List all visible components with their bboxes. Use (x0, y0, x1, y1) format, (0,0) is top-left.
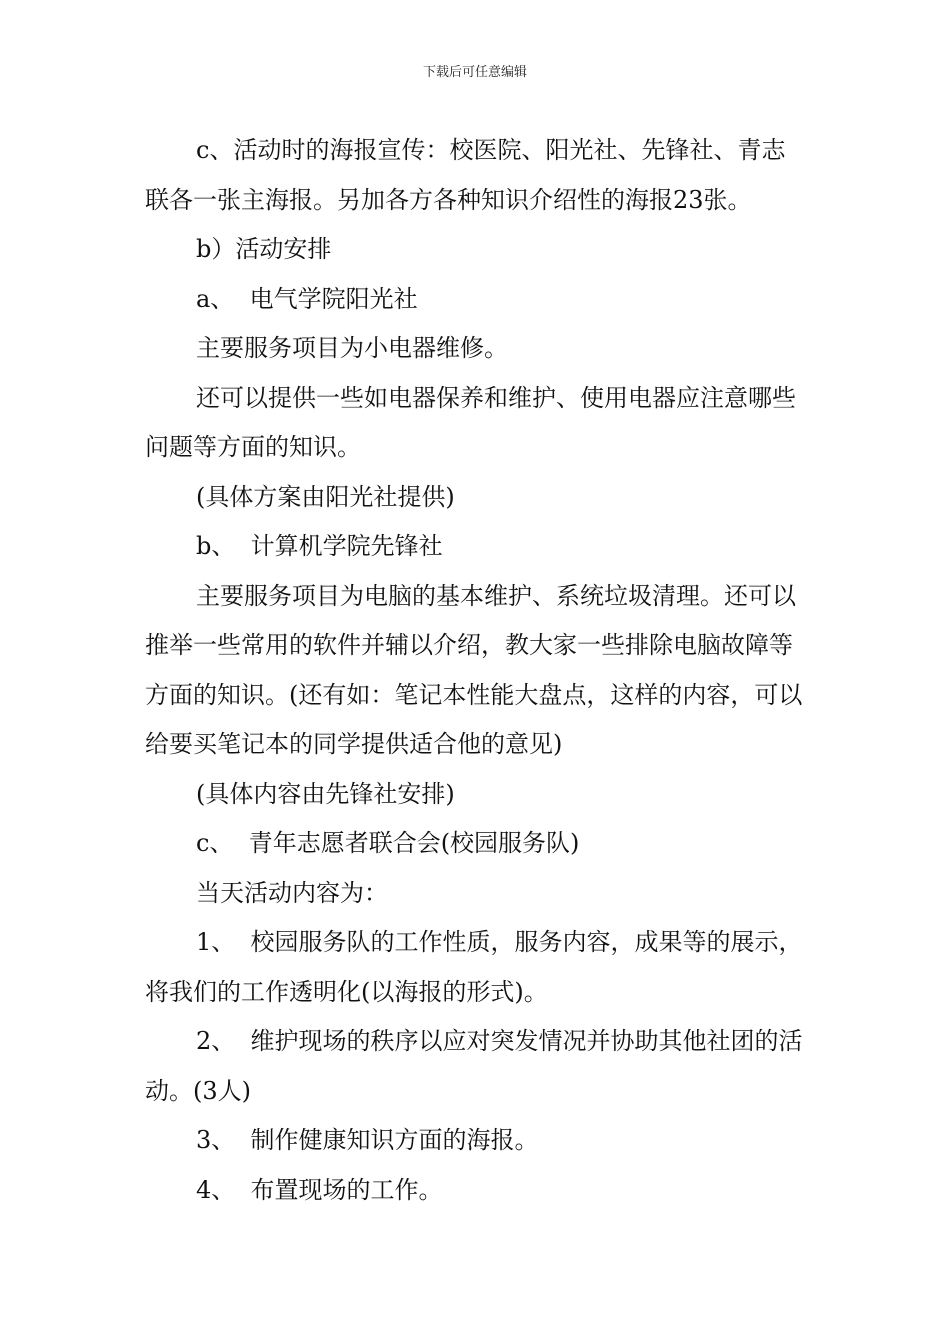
document-body (145, 126, 807, 1215)
list-item-2: 2、 维护现场的秩序以应对突发情况并协助其他社团的活动。(3人) (145, 1027, 803, 1105)
subheading-youth-volunteer-union: c、 青年志愿者联合会(校园服务队) (196, 829, 580, 857)
list-item-3: 3、 制作健康知识方面的海报。 (196, 1126, 539, 1154)
paragraph-sunshine-extra-knowledge: 还可以提供一些如电器保养和维护、使用电器应注意哪些问题等方面的知识。 (145, 383, 796, 461)
header-note: 下载后可任意编辑 (422, 65, 527, 80)
subheading-computer-pioneer-club: b、 计算机学院先锋社 (196, 532, 443, 560)
paragraph-pioneer-plan-note: (具体内容由先锋社安排) (196, 779, 455, 808)
list-item-1: 1、 校园服务队的工作性质，服务内容，成果等的展示，将我们的工作透明化(以海报的形式)。 (145, 928, 803, 1006)
paragraph-poster-publicity: c、活动时的海报宣传：校医院、阳光社、先锋社、青志联各一张主海报。另加各方各种知识介绍性的海报23张。 (145, 136, 786, 214)
section-heading-activity-arrangement: b）活动安排 (196, 235, 332, 263)
subheading-electrical-sunshine-club: a、 电气学院阳光社 (196, 284, 418, 313)
paragraph-sunshine-plan-note: (具体方案由阳光社提供) (196, 482, 455, 511)
paragraph-day-activities-intro: 当天活动内容为： (196, 878, 388, 907)
list-item-4: 4、 布置现场的工作。 (196, 1175, 443, 1204)
paragraph-pioneer-main-service: 主要服务项目为电脑的基本维护、系统垃圾清理。还可以推举一些常用的软件并辅以介绍，教大家一些排除电脑故障等方面的知识。(还有如：笔记本性能大盘点，这样的内容，可以给要买笔记本的同学提供适合他的意见) (145, 581, 803, 758)
paragraph-sunshine-main-service: 主要服务项目为小电器维修。 (196, 334, 508, 362)
